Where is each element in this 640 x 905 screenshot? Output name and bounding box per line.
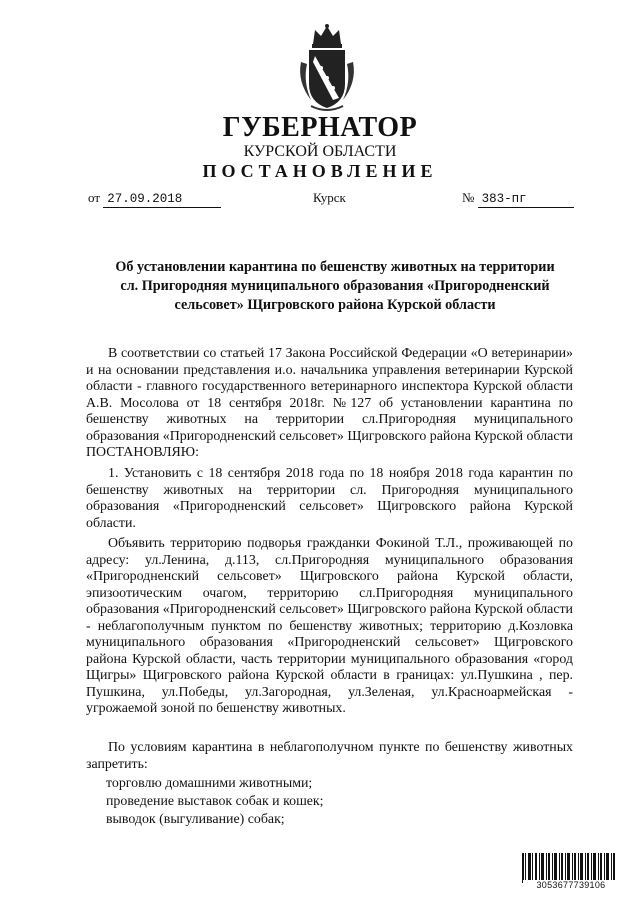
barcode-number: 3053677739106 (523, 880, 619, 890)
region-title: КУРСКОЙ ОБЛАСТИ (243, 143, 397, 160)
paragraph-preamble: В соответствии со статьей 17 Закона Российской Федерации «О ветеринарии» и на основании представления и.о. начальника управления ветеринарии Курской области - главного государственного ветеринарного инспектора Курской области А.В. Мосолова от 18 сентября 2018г. №127 об установлении карантина по бешенству животных на территории сл.Пригородняя муниципального образования «Пригородненский сельсовет» Щигровского района Курской области ПОСТАНОВЛЯЮ: (86, 346, 573, 460)
kursk-coat-of-arms-icon (293, 22, 361, 112)
number-value: 383-пг (478, 192, 574, 208)
heading-line-2: сл. Пригородняя муниципального образования «Пригородненский (120, 278, 550, 294)
paragraph-restrictions: По условиям карантина в неблагополучном пункте по бешенству животных запретить: (86, 740, 573, 772)
date-prefix: от (88, 190, 101, 205)
list-item: проведение выставок собак и кошек; (106, 794, 324, 809)
number-prefix: № (462, 190, 475, 205)
date-value: 27.09.2018 (103, 192, 221, 208)
heading-line-3: сельсовет» Щигровского района Курской области (174, 297, 496, 313)
city: Курск (313, 190, 346, 205)
authority-title: ГУБЕРНАТОР (222, 112, 418, 143)
document-type: ПОСТАНОВЛЕНИЕ (202, 161, 438, 181)
list-item: торговлю домашними животными; (106, 776, 313, 791)
date-field (88, 190, 221, 208)
paragraph-item-1: 1. Установить с 18 сентября 2018 года по 18 ноября 2018 года карантин по бешенству животных на территории сл. Пригородняя муниципального образования «Пригородненский сельсовет» Щигровского района Курской области. (86, 466, 573, 531)
list-item: выводок (выгуливание) собак; (106, 812, 285, 827)
paragraph-declare: Объявить территорию подворья гражданки Фокиной Т.Л., проживающей по адресу: ул.Ленина, д.113, сл.Пригородняя муниципального образования «Пригородненский сельсовет» Щигровского района Курской области, эпизоотическим очагом, территорию сл.Пригородняя муниципального образования «Пригородненский сельсовет» Щигровского района Курской области - неблагополучным пунктом по бешенству животных; территорию д.Козловка муниципального образования «Пригородненский сельсовет» Щигровского района Курской области, часть территории муниципального образования «город Щигры» Щигровского района Курской области в границах: ул.Пушкина , пер. Пушкина, ул.Победы, ул.Загородная, ул.Зеленая, ул.Красноармейская - угрожаемой зоной по бешенству животных. (86, 536, 573, 716)
number-field (462, 190, 574, 208)
document-heading (90, 258, 580, 315)
heading-line-1: Об установлении карантина по бешенству животных на территории (115, 259, 555, 275)
